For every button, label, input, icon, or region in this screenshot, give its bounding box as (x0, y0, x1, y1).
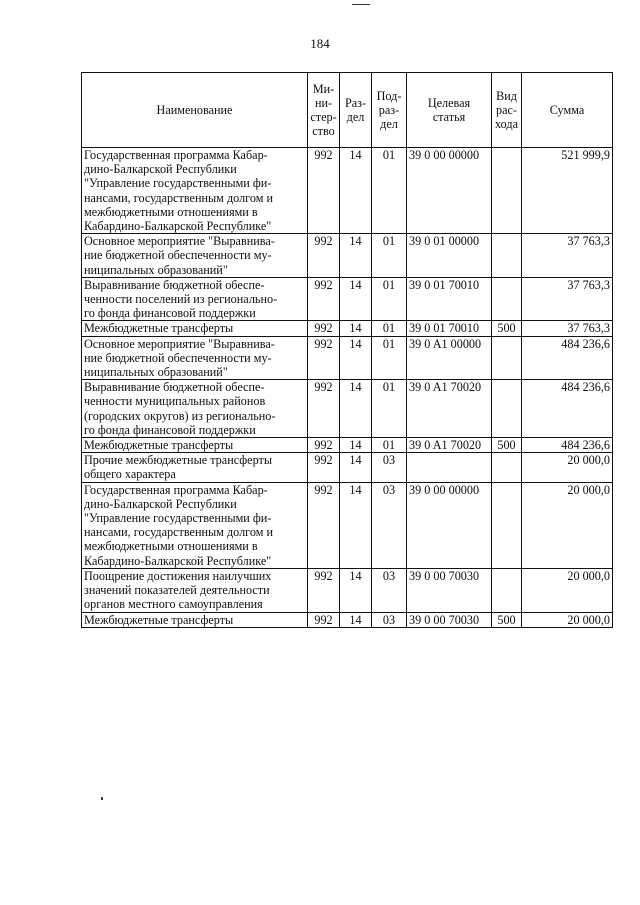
budget-table (81, 72, 613, 628)
row-amount: 484 236,6 (522, 438, 613, 453)
row-ministry: 992 (308, 277, 340, 321)
row-name: Выравнивание бюджетной обеспе- ченности поселений из регионально- го фонда финансовой поддержки (82, 277, 308, 321)
header-amount-text: Сумма (549, 103, 585, 117)
header-ministry (308, 73, 340, 148)
table-row (82, 380, 613, 438)
row-ministry: 992 (308, 234, 340, 278)
row-expense-type (492, 453, 522, 482)
row-name: Основное мероприятие "Выравнива- ние бюджетной обеспеченности му- ниципальных образований" (82, 336, 308, 380)
row-target (407, 453, 492, 482)
row-subsection: 01 (372, 438, 407, 453)
row-expense-type (492, 234, 522, 278)
header-amount (522, 73, 613, 148)
row-expense-type (492, 148, 522, 234)
row-expense-type: 500 (492, 612, 522, 627)
row-name: Межбюджетные трансферты (82, 438, 308, 453)
row-subsection: 01 (372, 234, 407, 278)
header-ministry-text: Ми- ни- стер- ство (310, 82, 337, 138)
table-row (82, 277, 613, 321)
row-name: Поощрение достижения наилучших значений показателей деятельности органов местного самоуправления (82, 568, 308, 612)
row-amount: 37 763,3 (522, 234, 613, 278)
row-section: 14 (340, 277, 372, 321)
header-expense-type-text: Вид рас- хода (495, 89, 518, 131)
row-ministry: 992 (308, 380, 340, 438)
row-target: 39 0 00 00000 (407, 482, 492, 568)
row-section: 14 (340, 453, 372, 482)
row-name: Межбюджетные трансферты (82, 612, 308, 627)
row-ministry: 992 (308, 148, 340, 234)
row-name: Выравнивание бюджетной обеспе- ченности муниципальных районов (городских округов) из регионально- го фонда финансовой поддержки (82, 380, 308, 438)
row-section: 14 (340, 234, 372, 278)
header-target-text: Целевая статья (427, 96, 471, 124)
row-subsection: 03 (372, 482, 407, 568)
row-expense-type: 500 (492, 321, 522, 336)
row-amount: 37 763,3 (522, 321, 613, 336)
row-expense-type: 500 (492, 438, 522, 453)
row-ministry: 992 (308, 612, 340, 627)
table-row (82, 453, 613, 482)
row-amount: 20 000,0 (522, 612, 613, 627)
row-target: 39 0 01 70010 (407, 277, 492, 321)
table-row (82, 438, 613, 453)
row-subsection: 01 (372, 148, 407, 234)
row-amount: 20 000,0 (522, 453, 613, 482)
row-subsection: 01 (372, 336, 407, 380)
row-expense-type (492, 482, 522, 568)
row-target: 39 0 00 00000 (407, 148, 492, 234)
row-name: Межбюджетные трансферты (82, 321, 308, 336)
row-amount: 484 236,6 (522, 336, 613, 380)
row-section: 14 (340, 148, 372, 234)
table-row (82, 612, 613, 627)
scan-dot (101, 797, 103, 800)
header-target (407, 73, 492, 148)
row-subsection: 01 (372, 277, 407, 321)
row-amount: 20 000,0 (522, 482, 613, 568)
row-subsection: 01 (372, 321, 407, 336)
row-expense-type (492, 380, 522, 438)
row-target: 39 0 01 70010 (407, 321, 492, 336)
table-row (82, 482, 613, 568)
row-ministry: 992 (308, 438, 340, 453)
row-subsection: 03 (372, 568, 407, 612)
header-subsection (372, 73, 407, 148)
row-target: 39 0 01 00000 (407, 234, 492, 278)
row-target: 39 0 A1 70020 (407, 380, 492, 438)
table-row (82, 321, 613, 336)
header-subsection-text: Под- раз- дел (376, 89, 402, 131)
row-ministry: 992 (308, 568, 340, 612)
row-amount: 20 000,0 (522, 568, 613, 612)
row-target: 39 0 A1 70020 (407, 438, 492, 453)
row-amount: 37 763,3 (522, 277, 613, 321)
header-expense-type (492, 73, 522, 148)
row-subsection: 03 (372, 453, 407, 482)
row-expense-type (492, 277, 522, 321)
header-section-text: Раз- дел (344, 96, 367, 124)
row-amount: 521 999,9 (522, 148, 613, 234)
header-name (82, 73, 308, 148)
row-ministry: 992 (308, 336, 340, 380)
row-section: 14 (340, 336, 372, 380)
table-row (82, 568, 613, 612)
row-target: 39 0 A1 00000 (407, 336, 492, 380)
row-expense-type (492, 568, 522, 612)
row-section: 14 (340, 438, 372, 453)
row-section: 14 (340, 482, 372, 568)
table-row (82, 148, 613, 234)
row-name: Государственная программа Кабар- дино-Балкарской Республики "Управление государственными фи- нансами, государственным долгом и межбюджетными отношениями в Кабардино-Балкарской Республике" (82, 148, 308, 234)
row-section: 14 (340, 380, 372, 438)
row-amount: 484 236,6 (522, 380, 613, 438)
header-section (340, 73, 372, 148)
row-section: 14 (340, 612, 372, 627)
page-number: 184 (310, 36, 330, 51)
top-scan-mark (352, 4, 370, 5)
row-section: 14 (340, 321, 372, 336)
row-subsection: 01 (372, 380, 407, 438)
row-ministry: 992 (308, 453, 340, 482)
row-expense-type (492, 336, 522, 380)
row-target: 39 0 00 70030 (407, 568, 492, 612)
row-name: Прочие межбюджетные трансферты общего характера (82, 453, 308, 482)
table-row (82, 234, 613, 278)
row-section: 14 (340, 568, 372, 612)
row-ministry: 992 (308, 321, 340, 336)
row-ministry: 992 (308, 482, 340, 568)
row-subsection: 03 (372, 612, 407, 627)
row-target: 39 0 00 70030 (407, 612, 492, 627)
table-row (82, 336, 613, 380)
table-header-row (82, 73, 613, 148)
header-name-text: Наименование (156, 103, 233, 117)
row-name: Государственная программа Кабар- дино-Балкарской Республики "Управление государственными фи- нансами, государственным долгом и межбюджетными отношениями в Кабардино-Балкарской Республике" (82, 482, 308, 568)
row-name: Основное мероприятие "Выравнива- ние бюджетной обеспеченности му- ниципальных образований" (82, 234, 308, 278)
